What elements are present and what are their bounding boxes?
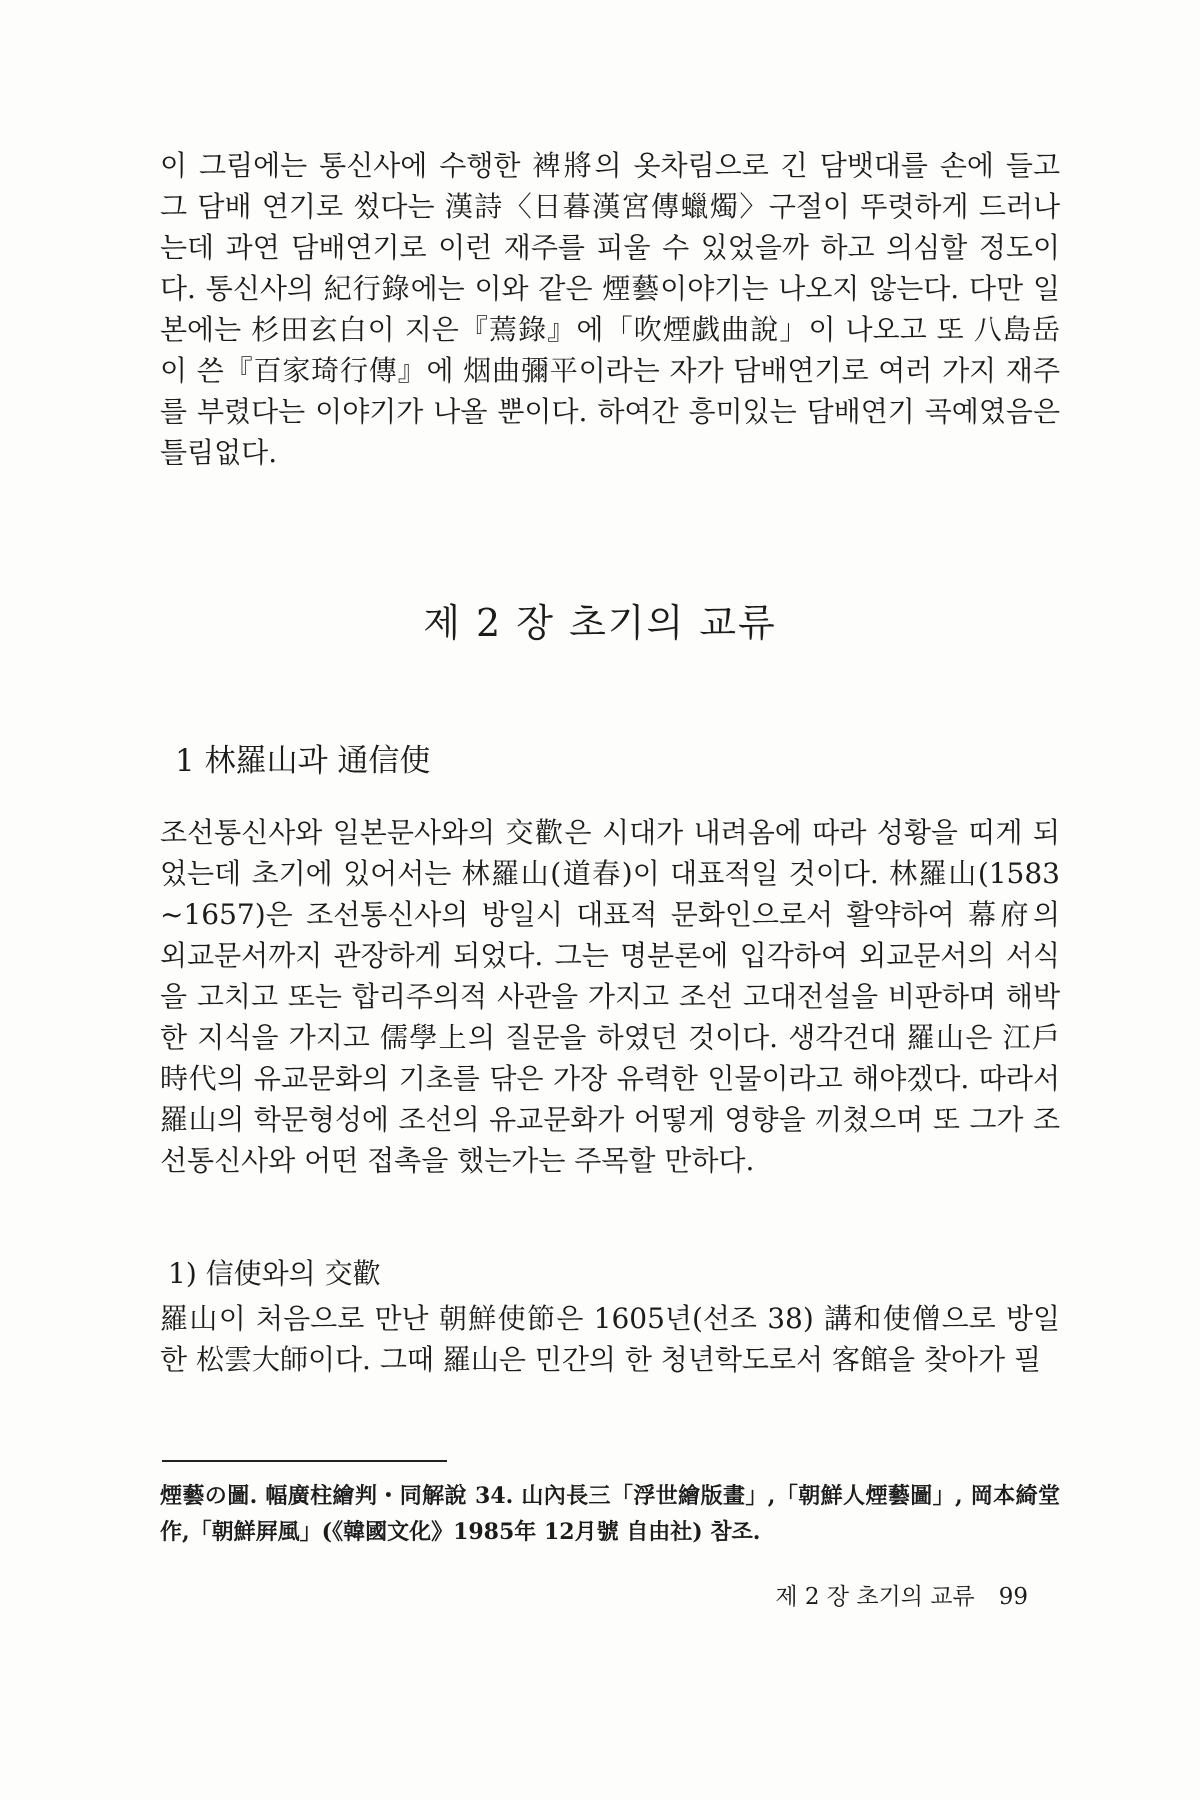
body-paragraph-subsection: 羅山이 처음으로 만난 朝鮮使節은 1605년(선조 38) 講和使僧으로 방일한 松雲大師이다. 그때 羅山은 민간의 한 청년학도로서 客館을 찾아가 필: [160, 1302, 1060, 1376]
section-title: 1 林羅山과 通信使: [175, 743, 431, 779]
page-number: 99: [998, 1584, 1028, 1610]
chapter-title: 제 2 장 초기의 교류: [423, 601, 777, 645]
running-footer: [775, 1578, 1028, 1611]
footnote: 煙藝の圖. 幅廣柱繪判・同解說 34. 山內長三「浮世繪版畫」,「朝鮮人煙藝圖」, 岡本綺堂 作,「朝鮮屛風」(《韓國文化》1985年 12月號 自由社) 참조.: [160, 1483, 1060, 1545]
subsection-title: 1) 信使와의 交歡: [168, 1257, 381, 1290]
body-paragraph-section: 조선통신사와 일본문사와의 交歡은 시대가 내려옴에 따라 성황을 띠게 되었는데 초기에 있어서는 林羅山(道春)이 대표적일 것이다. 林羅山(1583~1657)은 조선통신사의 방일시 대표적 문화인으로서 활약하여 幕府의 외교문서까지 관장하게 되었다. 그는 명분론에 입각하여 외교문서의 서식을 고치고 또는 합리주의적 사관을 가지고 조선 고대전설을 비판하며 해박한 지식을 가지고 儒學上의 질문을 하였던 것이다. 생각건대 羅山은 江戶時代의 유교문화의 기초를 닦은 가장 유력한 인물이라고 해야겠다. 따라서 羅山의 학문형성에 조선의 유교문화가 어떻게 영향을 끼쳤으며 또 그가 조선통신사와 어떤 접촉을 했는가는 주목할 만하다.: [160, 816, 1060, 1177]
body-paragraph-intro: 이 그림에는 통신사에 수행한 裨將의 옷차림으로 긴 담뱃대를 손에 들고 그 담배 연기로 썼다는 漢詩〈日暮漢宮傳蠟燭〉구절이 뚜렷하게 드러나는데 과연 담배연기로 이런 재주를 피울 수 있었을까 하고 의심할 정도이다. 통신사의 紀行錄에는 이와 같은 煙藝이야기는 나오지 않는다. 다만 일본에는 杉田玄白이 지은『蔫錄』에「吹煙戯曲說」이 나오고 또 八島岳이 쓴『百家琦行傳』에 烟曲彌平이라는 자가 담배연기로 여러 가지 재주를 부렸다는 이야기가 나올 뿐이다. 하여간 흥미있는 담배연기 곡예였음은 틀림없다.: [160, 149, 1060, 469]
running-head: 제 2 장 초기의 교류: [775, 1584, 975, 1610]
footnote-divider: [162, 1460, 447, 1462]
